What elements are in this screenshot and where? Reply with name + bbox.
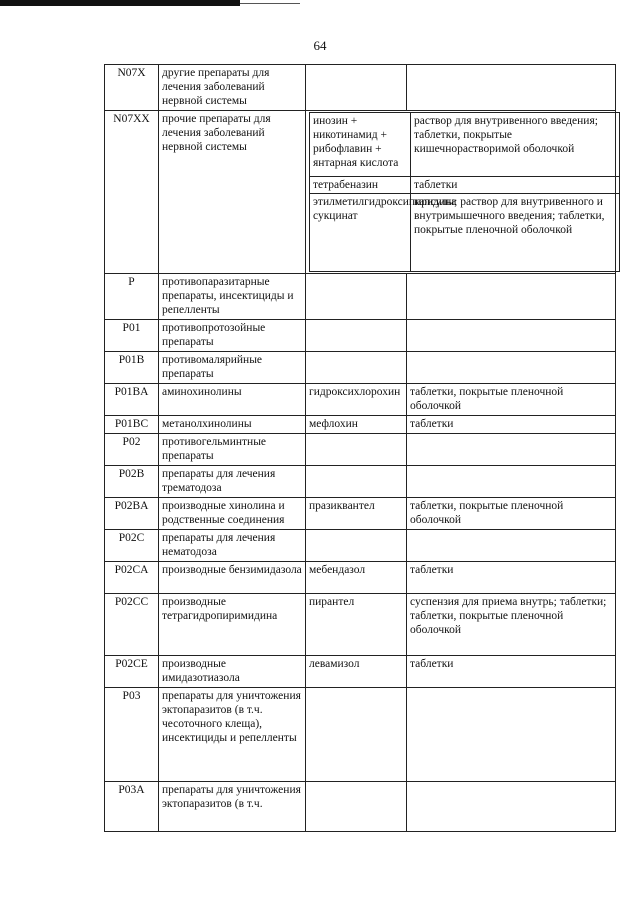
table-row [105,384,616,416]
group-name-cell: препараты для уничтожения эктопаразитов (в т.ч. чесоточного клеща), инсектициды и репелленты [159,688,306,782]
drug-table [104,64,616,832]
dosage-form-cell: раствор для внутривенного введения; таблетки, покрытые кишечнорастворимой оболочкой [411,113,620,177]
atc-code-cell: N07XX [105,111,159,274]
drug-name-cell: этилметилгидроксипиридина сукцинат [310,194,411,272]
group-name-cell: производные хинолина и родственные соединения [159,498,306,530]
atc-code-cell: P01 [105,320,159,352]
dosage-form-cell [407,320,616,352]
drug-subrow [310,113,620,177]
dosage-form-cell [407,688,616,782]
dosage-form-cell [407,274,616,320]
atc-code-cell: P03 [105,688,159,782]
atc-code-cell: P01BA [105,384,159,416]
dosage-form-cell: таблетки [411,177,620,194]
dosage-form-cell [407,352,616,384]
drug-subtable [309,112,620,272]
table-row [105,562,616,594]
group-name-cell: препараты для уничтожения эктопаразитов (в т.ч. [159,782,306,832]
atc-code-cell: P02CC [105,594,159,656]
drug-name-cell [306,65,407,111]
drug-name-cell [306,466,407,498]
atc-code-cell: P01BC [105,416,159,434]
table-row [105,498,616,530]
atc-code-cell: P02CA [105,562,159,594]
header-rule-thin [240,3,300,4]
atc-code-cell: N07X [105,65,159,111]
atc-code-cell: P01B [105,352,159,384]
dosage-form-cell: таблетки [407,562,616,594]
drug-name-cell [306,688,407,782]
drug-name-cell [306,352,407,384]
group-name-cell: противомалярийные препараты [159,352,306,384]
atc-code-cell: P02 [105,434,159,466]
table-row [105,65,616,111]
group-name-cell: противогельминтные препараты [159,434,306,466]
table-row [105,466,616,498]
table-row [105,274,616,320]
group-name-cell: прочие препараты для лечения заболеваний нервной системы [159,111,306,274]
group-name-cell: другие препараты для лечения заболеваний нервной системы [159,65,306,111]
drug-name-cell [306,274,407,320]
group-name-cell: производные имидазотиазола [159,656,306,688]
dosage-form-cell: таблетки, покрытые пленочной оболочкой [407,384,616,416]
drug-name-cell: инозин + никотинамид + рибофлавин + янтарная кислота [310,113,411,177]
dosage-form-cell: таблетки [407,416,616,434]
dosage-form-cell [407,466,616,498]
group-name-cell: производные бензимидазола [159,562,306,594]
group-name-cell: противопротозойные препараты [159,320,306,352]
table-row [105,530,616,562]
table-row [105,352,616,384]
group-name-cell: метанолхинолины [159,416,306,434]
drug-table-body [105,65,616,832]
drug-subrow [310,177,620,194]
table-row [105,594,616,656]
atc-code-cell: P02CE [105,656,159,688]
drug-name-cell [306,782,407,832]
dosage-form-cell [407,65,616,111]
table-row [105,688,616,782]
drug-name-cell: тетрабеназин [310,177,411,194]
atc-code-cell: P02C [105,530,159,562]
atc-code-cell: P [105,274,159,320]
drug-name-cell [306,320,407,352]
page-number: 64 [313,38,327,53]
drug-name-cell: мебендазол [306,562,407,594]
drug-name-cell: левамизол [306,656,407,688]
drug-name-cell: гидроксихлорохин [306,384,407,416]
table-row [105,434,616,466]
dosage-form-cell: капсулы; раствор для внутривенного и внутримышечного введения; таблетки, покрытые пленочной оболочкой [411,194,620,272]
table-row [105,656,616,688]
dosage-form-cell: таблетки, покрытые пленочной оболочкой [407,498,616,530]
drug-name-cell: мефлохин [306,416,407,434]
drug-subtable-cell [306,111,616,274]
table-row [105,320,616,352]
group-name-cell: препараты для лечения нематодоза [159,530,306,562]
dosage-form-cell: таблетки [407,656,616,688]
group-name-cell: аминохинолины [159,384,306,416]
group-name-cell: препараты для лечения трематодоза [159,466,306,498]
dosage-form-cell [407,434,616,466]
header-rule [0,0,240,6]
drug-name-cell: пирантел [306,594,407,656]
drug-name-cell [306,530,407,562]
dosage-form-cell [407,530,616,562]
table-row [105,111,616,274]
group-name-cell: производные тетрагидропиримидина [159,594,306,656]
dosage-form-cell [407,782,616,832]
drug-name-cell: празиквантел [306,498,407,530]
table-row [105,782,616,832]
atc-code-cell: P02BA [105,498,159,530]
atc-code-cell: P03A [105,782,159,832]
drug-name-cell [306,434,407,466]
table-row [105,416,616,434]
dosage-form-cell: суспензия для приема внутрь; таблетки; таблетки, покрытые пленочной оболочкой [407,594,616,656]
drug-subrow [310,194,620,272]
group-name-cell: противопаразитарные препараты, инсектициды и репелленты [159,274,306,320]
atc-code-cell: P02B [105,466,159,498]
